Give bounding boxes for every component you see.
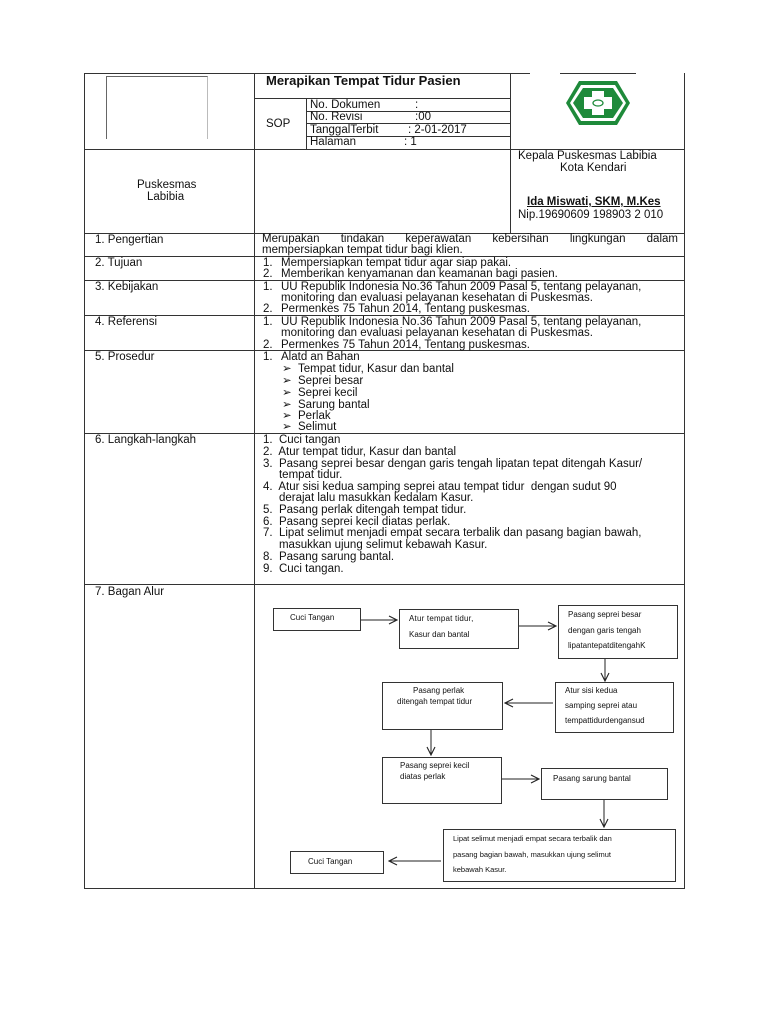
subitem: Tempat tidur, Kasur dan bantal xyxy=(298,363,454,375)
langkah-line: tempat tidur. xyxy=(263,469,343,481)
list-number: 1. xyxy=(263,281,273,293)
kebijakan-item-2: Permenkes 75 Tahun 2014, Tentang puskesmas. xyxy=(281,303,530,315)
referensi-item-1-line2: monitoring dan evaluasi pelayanan kesehatan di Puskesmas. xyxy=(281,327,593,339)
pengertian-text-line1: Merupakan tindakan keperawatan kebersihan lingkungan dalam xyxy=(262,233,678,245)
doc-number-label: No. Dokumen xyxy=(310,99,381,111)
langkah-line: 7. Lipat selimut menjadi empat secara terbalik dan pasang bagian bawah, xyxy=(263,527,642,539)
arrow-bullet-icon: ➢ xyxy=(282,410,292,422)
head-city: Kota Kendari xyxy=(560,162,627,174)
prosedur-item-1: Alatd an Bahan xyxy=(281,351,360,363)
page-value: : 1 xyxy=(404,136,417,148)
tujuan-item-2: Memberikan kenyamanan dan keamanan bagi pasien. xyxy=(281,268,558,280)
flow-box-pasang-perlak: Pasang perlak ditengah tempat tidur xyxy=(382,682,503,730)
langkah-line: 9. Cuci tangan. xyxy=(263,563,344,575)
issue-date-value: : 2-01-2017 xyxy=(408,124,467,136)
sop-label: SOP xyxy=(266,118,291,130)
flow-box-lipat-selimut: Lipat selimut menjadi empat secara terbalik dan pasang bagian bawah, masukkan ujung selimut kebawah Kasur. xyxy=(443,829,676,882)
section-label-bagan: 7. Bagan Alur xyxy=(95,586,165,598)
flow-box-pasang-seprei-kecil: Pasang seprei kecil diatas perlak xyxy=(382,757,502,804)
issue-date-label: TanggalTerbit xyxy=(310,124,379,136)
pengertian-text-line2: mempersiapkan tempat tidur bagi klien. xyxy=(262,244,463,256)
referensi-item-2: Permenkes 75 Tahun 2014, Tentang puskesmas. xyxy=(281,339,530,351)
page-label: Halaman xyxy=(310,136,357,148)
section-label-prosedur: 5. Prosedur xyxy=(95,351,155,363)
head-nip: Nip.19690609 198903 2 010 xyxy=(518,209,664,221)
arrow-bullet-icon: ➢ xyxy=(282,399,292,411)
list-number: 1. xyxy=(263,316,273,328)
tujuan-item-1: Mempersiapkan tempat tidur agar siap pakai. xyxy=(281,257,512,269)
flow-box-pasang-seprei-besar: Pasang seprei besar dengan garis tengah lipatantepatditengahK xyxy=(558,605,678,659)
list-number: 2. xyxy=(263,339,273,351)
subitem: Seprei kecil xyxy=(298,387,358,399)
revision-value: :00 xyxy=(415,111,431,123)
flow-box-pasang-sarung-bantal: Pasang sarung bantal xyxy=(541,768,668,800)
arrow-bullet-icon: ➢ xyxy=(282,363,292,375)
organization-name: Puskesmas xyxy=(137,179,197,191)
head-name: Ida Miswati, SKM, M.Kes xyxy=(527,196,661,208)
flow-box-atur-sisi-kedua: Atur sisi kedua samping seprei atau tempattidurdengansud xyxy=(555,682,674,733)
section-label-langkah: 6. Langkah-langkah xyxy=(95,434,197,446)
list-number: 2. xyxy=(263,303,273,315)
organization-location: Labibia xyxy=(147,191,185,203)
referensi-item-1-line1: UU Republik Indonesia No.36 Tahun 2009 Pasal 5, tentang pelayanan, xyxy=(281,316,642,328)
arrow-bullet-icon: ➢ xyxy=(282,375,292,387)
subitem: Sarung bantal xyxy=(298,399,370,411)
kebijakan-item-1-line1: UU Republik Indonesia No.36 Tahun 2009 Pasal 5, tentang pelayanan, xyxy=(281,281,642,293)
langkah-line: 1. Cuci tangan xyxy=(263,434,341,446)
arrow-bullet-icon: ➢ xyxy=(282,387,292,399)
langkah-line: 4. Atur sisi kedua samping seprei atau tempat tidur dengan sudut 90 xyxy=(263,481,617,493)
langkah-line: 6. Pasang seprei kecil diatas perlak. xyxy=(263,516,451,528)
section-label-tujuan: 2. Tujuan xyxy=(95,257,143,269)
subitem: Selimut xyxy=(298,421,337,433)
section-label-pengertian: 1. Pengertian xyxy=(95,234,164,246)
langkah-line: 8. Pasang sarung bantal. xyxy=(263,551,395,563)
langkah-line: 5. Pasang perlak ditengah tempat tidur. xyxy=(263,504,467,516)
subitem: Perlak xyxy=(298,410,331,422)
langkah-line: 3. Pasang seprei besar dengan garis tengah lipatan tepat ditengah Kasur/ xyxy=(263,458,643,470)
arrow-bullet-icon: ➢ xyxy=(282,421,292,433)
section-label-referensi: 4. Referensi xyxy=(95,316,158,328)
list-number: 1. xyxy=(263,257,273,269)
doc-number-value: : xyxy=(415,99,419,111)
langkah-line: 2. Atur tempat tidur, Kasur dan bantal xyxy=(263,446,457,458)
langkah-line: masukkan ujung selimut kebawah Kasur. xyxy=(263,539,488,551)
kebijakan-item-1-line2: monitoring dan evaluasi pelayanan kesehatan di Puskesmas. xyxy=(281,292,593,304)
flow-box-atur-tempat-tidur: Atur tempat tidur, Kasur dan bantal xyxy=(399,609,519,649)
langkah-line: derajat lalu masukkan kedalam Kasur. xyxy=(263,492,474,504)
document-title: Merapikan Tempat Tidur Pasien xyxy=(266,73,461,88)
list-number: 2. xyxy=(263,268,273,280)
flow-box-cuci-tangan-end: Cuci Tangan xyxy=(290,851,384,874)
section-label-kebijakan: 3. Kebijakan xyxy=(95,281,159,293)
list-number: 1. xyxy=(263,351,273,363)
head-title: Kepala Puskesmas Labibia xyxy=(518,150,657,162)
subitem: Seprei besar xyxy=(298,375,364,387)
revision-label: No. Revisi xyxy=(310,111,363,123)
flow-box-cuci-tangan-start: Cuci Tangan xyxy=(273,608,361,631)
